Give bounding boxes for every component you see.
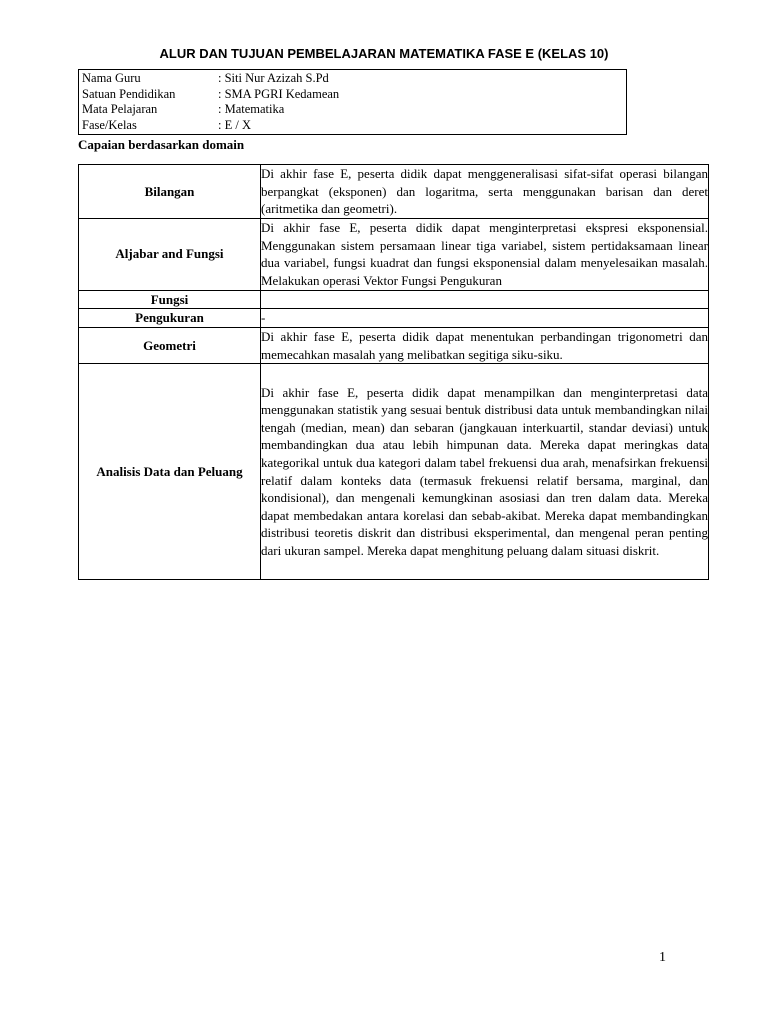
document-title: ALUR DAN TUJUAN PEMBELAJARAN MATEMATIKA FASE E (KELAS 10)	[159, 46, 609, 61]
domain-description: Di akhir fase E, peserta didik dapat menggeneralisasi sifat-sifat operasi bilangan berpangkat (eksponen) dan logaritma, serta menggunakan barisan dan deret (aritmetika dan geometri).	[261, 165, 709, 219]
domain-table	[78, 164, 709, 580]
info-value: : Matematika	[218, 102, 285, 116]
domain-name: Geometri	[79, 327, 261, 363]
table-row	[79, 327, 709, 363]
domain-description: Di akhir fase E, peserta didik dapat menginterpretasi ekspresi eksponensial. Menggunakan sistem persamaan linear tiga variabel, sistem pertidaksamaan linear dua variabel, fungsi kuadrat dan fungsi eksponensial dalam menyelesaikan masalah. Melakukan operasi Vektor Fungsi Pengukuran	[261, 218, 709, 290]
info-label: Satuan Pendidikan	[82, 86, 176, 101]
info-label: Nama Guru	[82, 71, 141, 85]
info-row-subject	[82, 102, 626, 118]
table-row	[79, 218, 709, 290]
domain-name: Bilangan	[79, 165, 261, 219]
table-row	[79, 309, 709, 328]
domain-description: Di akhir fase E, peserta didik dapat menentukan perbandingan trigonometri dan memecahkan masalah yang melibatkan segitiga siku-siku.	[261, 327, 709, 363]
teacher-info-box	[78, 69, 627, 135]
info-row-phase	[82, 118, 626, 134]
info-row-teacher	[82, 71, 626, 87]
table-row	[79, 290, 709, 309]
domain-description	[261, 290, 709, 309]
domain-name: Fungsi	[79, 290, 261, 309]
domain-name: Analisis Data dan Peluang	[79, 364, 261, 580]
table-row	[79, 364, 709, 580]
info-row-school	[82, 87, 626, 103]
info-value: : SMA PGRI Kedamean	[218, 86, 340, 101]
info-value: : Siti Nur Azizah S.Pd	[218, 71, 329, 85]
domain-description: -	[261, 309, 709, 328]
section-heading: Capaian berdasarkan domain	[78, 137, 245, 152]
info-label: Mata Pelajaran	[82, 102, 158, 116]
table-row	[79, 165, 709, 219]
domain-name: Aljabar and Fungsi	[79, 218, 261, 290]
page-number: 1	[659, 950, 666, 965]
info-label: Fase/Kelas	[82, 117, 137, 132]
domain-name: Pengukuran	[79, 309, 261, 328]
info-value: : E / X	[218, 117, 251, 132]
domain-description: Di akhir fase E, peserta didik dapat menampilkan dan menginterpretasi data menggunakan statistik yang sesuai bentuk distribusi data untuk membandingkan nilai tengah (median, mean) dan sebaran (jangkauan interkuartil, standar deviasi) untuk membandingkan dua atau lebih himpunan data. Mereka dapat meringkas data kategorikal untuk dua kategori dalam tabel frekuensi dua arah, menafsirkan frekuensi relatif dalam konteks data (termasuk frekuensi relatif bersama, marginal, dan kondisional), dan mengenali kemungkinan asosiasi dan tren dalam data. Mereka dapat membedakan antara korelasi dan sebab-akibat. Mereka dapat membandingkan distribusi teoretis diskrit dan distribusi eksperimental, dan mengenal peran penting dari ukuran sampel. Mereka dapat menghitung peluang dalam situasi diskrit.	[261, 364, 709, 580]
